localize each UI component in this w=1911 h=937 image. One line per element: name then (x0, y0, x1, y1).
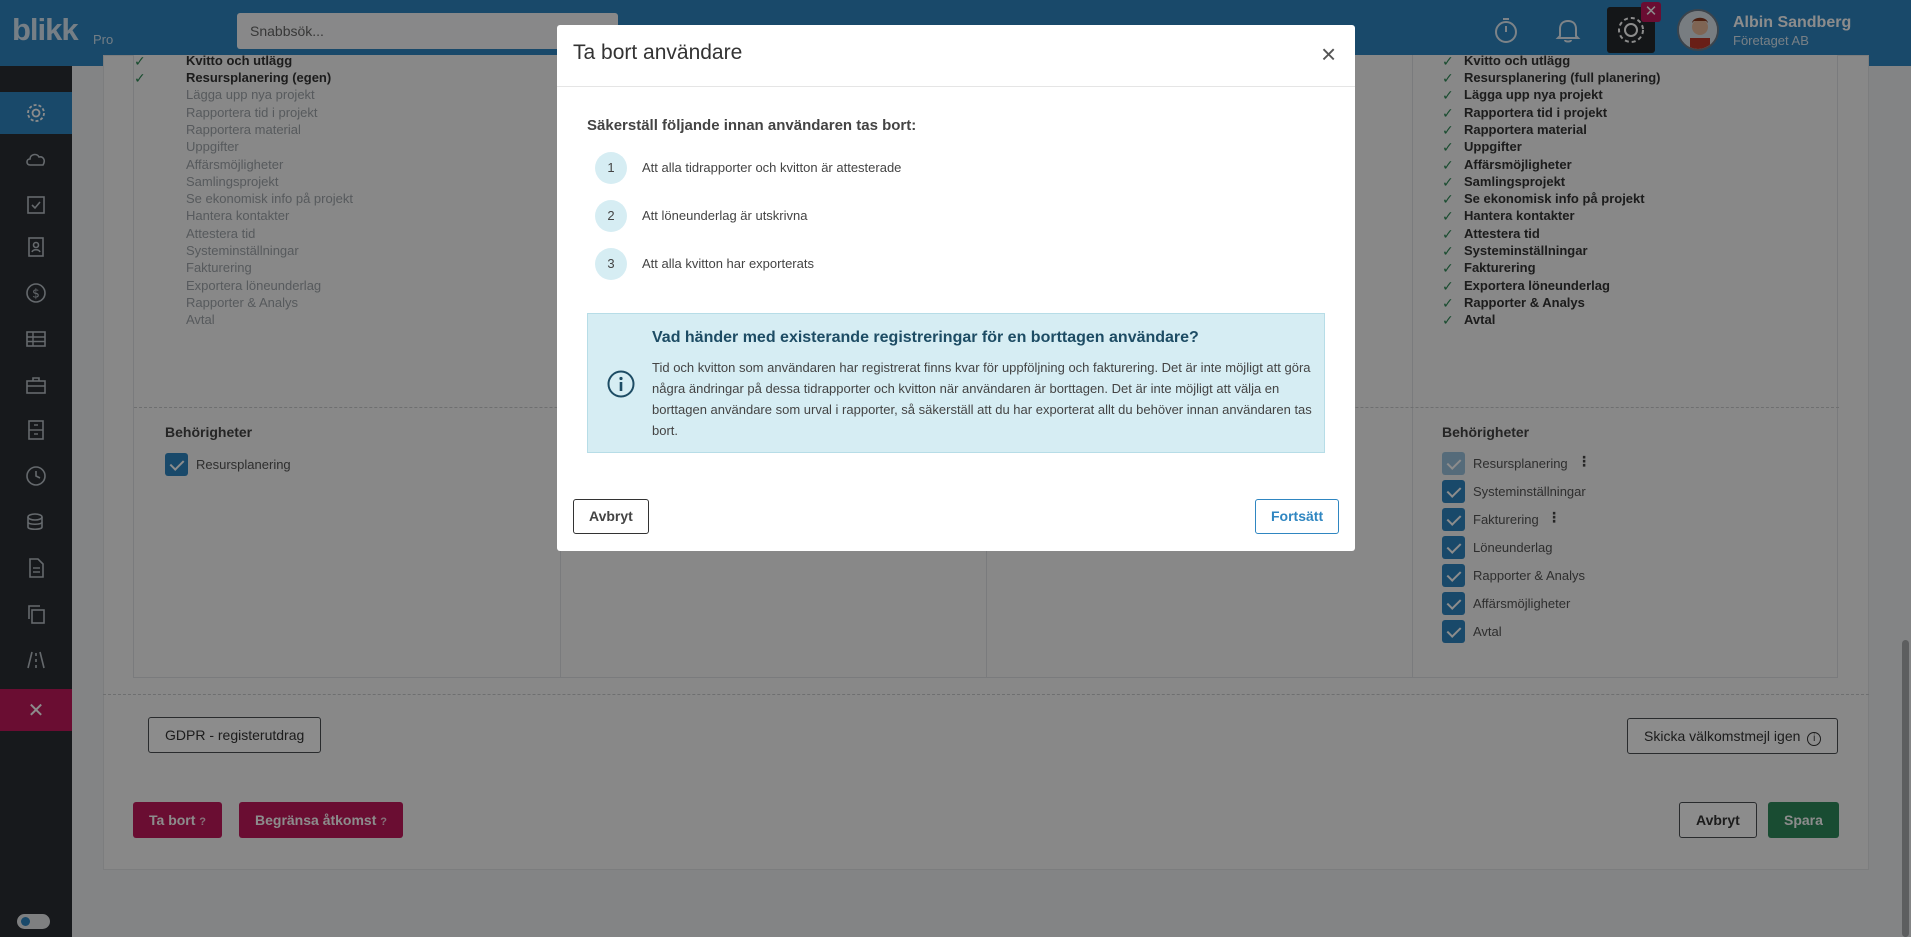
info-title: Vad händer med existerande registreringar för en borttagen användare? (652, 329, 1199, 346)
save-button[interactable]: Spara (1768, 802, 1839, 838)
step-text: Att alla kvitton har exporterats (642, 256, 814, 271)
permission-item: Exportera löneunderlag (1464, 277, 1610, 293)
step-text: Att löneunderlag är utskrivna (642, 208, 808, 223)
permission-item: Samlingsprojekt (1464, 173, 1566, 189)
permission-item: Rapportera material (1464, 121, 1587, 137)
info-box (587, 313, 1325, 453)
svg-text:$: $ (32, 286, 40, 301)
permission-checkbox-label: Löneunderlag (1473, 540, 1553, 555)
permission-item: Rapporter & Analys (186, 294, 299, 310)
dialog-title: Ta bort användare (573, 41, 743, 64)
more-options-icon[interactable]: ⋮ (1547, 509, 1561, 525)
perm-cut-left: Kvitto och utlägg (186, 53, 293, 68)
check-icon: ✓ (1442, 70, 1454, 86)
cancel-button[interactable]: Avbryt (1679, 802, 1757, 838)
permission-checkbox-label: Resursplanering (196, 457, 291, 472)
info-body: Tid och kvitton som användaren har registrerat finns kvar för uppföljning och fakturering. Det är inte möjligt att göra några ändringar på dessa tidrapporter och kvitton när användaren är borttagen. Det är inte möjligt att välja en borttagen användare som urval i rapporter, så säkerställ att du har exporterat allt du behöver innan användaren tas bort. (652, 360, 1312, 438)
permission-checkbox-label: Systeminställningar (1473, 484, 1586, 499)
permission-item: Fakturering (1464, 260, 1536, 276)
permission-item: Resursplanering (egen) (186, 70, 332, 85)
dialog-intro: Säkerställ följande innan användaren tas bort: (587, 117, 917, 134)
delete-user-dialog (557, 25, 1355, 551)
help-icon: ? (380, 816, 388, 828)
close-icon[interactable]: × (1321, 39, 1337, 69)
permissions-title-right: Behörigheter (1442, 424, 1530, 440)
user-name[interactable]: Albin Sandberg (1733, 14, 1852, 31)
restrict-access-button[interactable]: Begränsa åtkomst ? (239, 802, 403, 838)
permission-item: Systeminställningar (186, 243, 299, 258)
permission-item: Exportera löneunderlag (186, 277, 322, 293)
check-icon: ✓ (1442, 277, 1454, 294)
permission-item: Systeminställningar (1464, 243, 1588, 258)
permission-item: Samlingsprojekt (186, 173, 279, 189)
permission-checkbox-label: Avtal (1473, 624, 1502, 639)
check-icon: ✓ (1442, 121, 1454, 138)
check-icon: ✓ (1442, 173, 1454, 190)
permission-checkbox-label: Fakturering (1473, 512, 1539, 527)
check-icon: ✓ (1442, 156, 1454, 173)
permission-checkbox-label: Rapporter & Analys (1473, 568, 1586, 583)
permission-item: Attestera tid (186, 225, 256, 241)
close-settings-badge[interactable]: ✕ (1641, 2, 1661, 22)
send-welcome-email-button[interactable]: Skicka välkomstmejl igen i (1627, 718, 1838, 754)
permission-item: Rapportera tid i projekt (186, 104, 318, 120)
step-text: Att alla tidrapporter och kvitton är attesterade (642, 160, 902, 175)
permission-item: Rapportera tid i projekt (1464, 104, 1608, 120)
more-options-icon[interactable]: ⋮ (1577, 453, 1591, 469)
perm-cut-right: Kvitto och utlägg (1464, 53, 1571, 68)
permission-item: Affärsmöjligheter (1464, 156, 1572, 172)
step-number: 3 (595, 248, 627, 280)
permissions-title-left: Behörigheter (165, 424, 253, 440)
permission-item: Attestera tid (1464, 225, 1540, 241)
permission-item: Avtal (186, 312, 215, 328)
user-company: Företaget AB (1733, 33, 1809, 48)
permission-item: Resursplanering (full planering) (1464, 70, 1661, 85)
permission-item: Se ekonomisk info på projekt (1464, 191, 1645, 207)
permission-item: Hantera kontakter (186, 208, 290, 224)
permission-item: Avtal (1464, 312, 1496, 328)
permission-item: Affärsmöjligheter (186, 156, 284, 172)
permission-item: Hantera kontakter (1464, 208, 1575, 224)
permission-item: Rapporter & Analys (1464, 294, 1585, 310)
permission-item: Lägga upp nya projekt (186, 87, 315, 103)
close-icon: ✕ (27, 699, 45, 722)
help-icon: ? (199, 816, 207, 828)
check-icon: ✓ (1442, 191, 1454, 208)
role-permissions-grid: ✓ Kvitto och utlägg ✓ Resursplanering (egen) Lägga upp nya projekt Rapportera tid i projekt Rapportera material Uppgifter Affärsmöjligheter Samlingsprojekt Se ekonomisk info på projekt Hantera kontakter Attestera tid Systeminställningar Fakturering Exportera löneunderlag Rapporter & Analys Avtal ✓ Kvitto och utlägg ✓ Resursplanering (full planering) ✓ Lägga upp nya projekt ✓ Rapportera tid i projekt ✓ Rapportera material ✓ Uppgifter ✓ Affärsmöjligheter ✓ Samlingsprojekt ✓ Se ekonomisk info på projekt ✓ Hantera kontakter ✓ Attestera tid ✓ Systeminställningar ✓ Fakturering ✓ Exportera löneunderlag ✓ Rapporter & Analys ✓ Avtal Behörigheter Behörigheter Resursplanering Resursplanering ⋮ Systeminställningar Fakturering ⋮ Löneunderlag Rapporter & Analys Affärsmöjligheter Avtal (133, 55, 1838, 678)
permission-item: Uppgifter (1464, 139, 1522, 155)
step-number: 1 (595, 152, 627, 184)
delete-user-button[interactable]: Ta bort ? (133, 802, 222, 838)
permission-item: Rapportera material (186, 121, 301, 137)
permission-item: Uppgifter (186, 139, 239, 155)
check-icon: ✓ (1442, 312, 1454, 329)
permission-item: Fakturering (186, 260, 252, 276)
step-number: 2 (595, 200, 627, 232)
permission-checkbox-label: Resursplanering (1473, 456, 1568, 471)
dialog-cancel-button[interactable]: Avbryt (573, 499, 649, 534)
check-icon: ✓ (1442, 294, 1454, 311)
check-icon: ✓ (1442, 139, 1454, 156)
search-input[interactable]: Snabbsök... (237, 13, 618, 49)
info-icon: i (1807, 732, 1821, 746)
check-icon: ✓ (1442, 225, 1454, 242)
permission-checkbox-label: Affärsmöjligheter (1473, 596, 1571, 611)
check-icon: ✓ (1442, 104, 1454, 121)
check-icon: ✓ (1442, 87, 1454, 104)
check-icon: ✓ (1442, 243, 1454, 259)
logo[interactable]: blikk (12, 12, 78, 47)
logo-subtitle: Pro (93, 32, 114, 47)
dialog-continue-button[interactable]: Fortsätt (1255, 499, 1339, 534)
permission-item: Se ekonomisk info på projekt (186, 191, 353, 207)
check-icon: ✓ (134, 70, 146, 86)
check-icon: ✓ (1442, 208, 1454, 225)
permission-item: Lägga upp nya projekt (1464, 87, 1603, 103)
check-icon: ✓ (1442, 260, 1454, 277)
gdpr-button[interactable]: GDPR - registerutdrag (148, 717, 321, 753)
info-icon (606, 369, 636, 399)
